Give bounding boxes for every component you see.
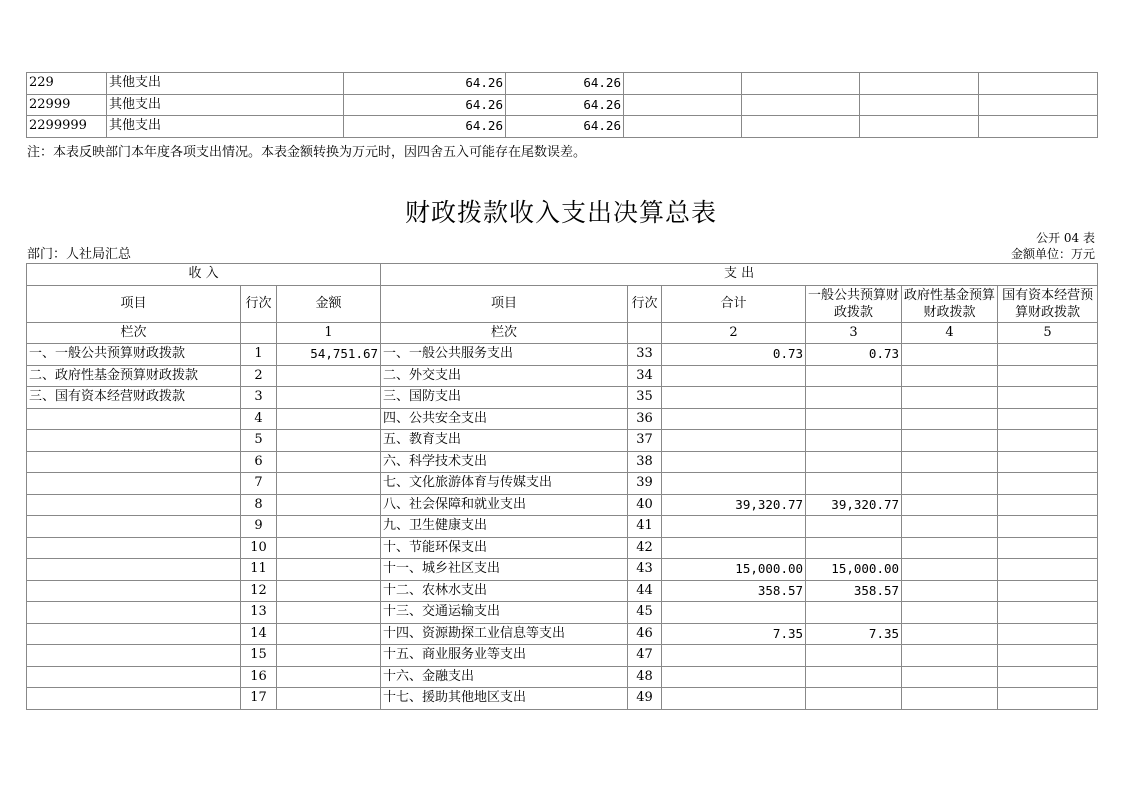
income-item: 三、国有资本经营财政拨款 [27, 387, 241, 409]
expense-row-no: 47 [628, 645, 662, 667]
general-budget-amount: 39,320.77 [806, 494, 902, 516]
general-budget-amount: 0.73 [806, 344, 902, 366]
col-index-1: 1 [277, 322, 381, 344]
expense-detail-table [26, 72, 1098, 138]
col-index-4: 4 [902, 322, 998, 344]
expense-row-no: 42 [628, 537, 662, 559]
subject-name: 其他支出 [107, 116, 344, 138]
income-item [27, 623, 241, 645]
income-amount-header: 金额 [277, 285, 381, 322]
expense-item-header: 项目 [381, 285, 628, 322]
table-row [27, 516, 1098, 538]
general-budget-amount [806, 408, 902, 430]
empty-cell [742, 94, 860, 116]
general-budget-amount: 7.35 [806, 623, 902, 645]
table-row [27, 73, 1098, 95]
income-amount [277, 408, 381, 430]
amount-cell: 64.26 [344, 116, 506, 138]
subject-name: 其他支出 [107, 94, 344, 116]
income-row-no: 7 [241, 473, 277, 495]
expense-row-no: 49 [628, 688, 662, 710]
income-amount [277, 666, 381, 688]
income-row-no: 14 [241, 623, 277, 645]
empty-cell [860, 116, 979, 138]
gov-fund-amount [902, 623, 998, 645]
income-row-no: 3 [241, 387, 277, 409]
state-capital-amount [998, 666, 1098, 688]
income-item [27, 537, 241, 559]
expense-row-no: 43 [628, 559, 662, 581]
subject-name: 其他支出 [107, 73, 344, 95]
empty-cell [860, 73, 979, 95]
gov-fund-amount [902, 580, 998, 602]
subject-code: 229 [27, 73, 107, 95]
expense-item: 十六、金融支出 [381, 666, 628, 688]
state-capital-amount [998, 559, 1098, 581]
income-item [27, 666, 241, 688]
expense-item: 十、节能环保支出 [381, 537, 628, 559]
general-budget-amount: 358.57 [806, 580, 902, 602]
total-amount [662, 688, 806, 710]
state-capital-header: 国有资本经营预算财政拨款 [998, 285, 1098, 322]
empty-cell [860, 94, 979, 116]
page-title: 财政拨款收入支出决算总表 [404, 198, 717, 227]
col-index-2: 2 [662, 322, 806, 344]
total-amount: 15,000.00 [662, 559, 806, 581]
table-row [27, 344, 1098, 366]
income-amount [277, 559, 381, 581]
total-amount [662, 451, 806, 473]
state-capital-amount [998, 688, 1098, 710]
total-amount [662, 408, 806, 430]
expense-item: 四、公共安全支出 [381, 408, 628, 430]
expense-row-no: 45 [628, 602, 662, 624]
expense-item: 十二、农林水支出 [381, 580, 628, 602]
general-budget-amount [806, 516, 902, 538]
income-amount [277, 494, 381, 516]
income-row-no: 6 [241, 451, 277, 473]
expense-row-no: 33 [628, 344, 662, 366]
table-row [27, 451, 1098, 473]
state-capital-amount [998, 645, 1098, 667]
expense-item: 十五、商业服务业等支出 [381, 645, 628, 667]
empty-cell [742, 73, 860, 95]
total-amount: 358.57 [662, 580, 806, 602]
income-amount [277, 473, 381, 495]
income-row-no: 11 [241, 559, 277, 581]
general-budget-header: 一般公共预算财政拨款 [806, 285, 902, 322]
total-amount: 0.73 [662, 344, 806, 366]
table-row [27, 494, 1098, 516]
expense-item: 九、卫生健康支出 [381, 516, 628, 538]
table-row [27, 94, 1098, 116]
income-amount [277, 430, 381, 452]
gov-fund-amount [902, 602, 998, 624]
income-item [27, 645, 241, 667]
gov-fund-amount [902, 559, 998, 581]
table-row [27, 116, 1098, 138]
expense-row-no: 35 [628, 387, 662, 409]
table-row [27, 602, 1098, 624]
expense-row-no: 44 [628, 580, 662, 602]
amount-cell: 64.26 [344, 94, 506, 116]
general-budget-amount [806, 387, 902, 409]
income-item [27, 516, 241, 538]
table-row [27, 430, 1098, 452]
empty-cell [979, 73, 1098, 95]
income-amount [277, 688, 381, 710]
expense-col-label: 栏次 [381, 322, 628, 344]
total-amount [662, 602, 806, 624]
expense-item: 八、社会保障和就业支出 [381, 494, 628, 516]
table-row [27, 473, 1098, 495]
income-amount [277, 387, 381, 409]
table-row [27, 666, 1098, 688]
income-row-no: 12 [241, 580, 277, 602]
amount-cell: 64.26 [344, 73, 506, 95]
general-budget-amount [806, 537, 902, 559]
income-row-no: 9 [241, 516, 277, 538]
expense-item: 六、科学技术支出 [381, 451, 628, 473]
income-row-no: 8 [241, 494, 277, 516]
state-capital-amount [998, 430, 1098, 452]
total-amount [662, 430, 806, 452]
gov-fund-amount [902, 516, 998, 538]
total-amount [662, 666, 806, 688]
income-row-no: 10 [241, 537, 277, 559]
table-row [27, 559, 1098, 581]
income-amount: 54,751.67 [277, 344, 381, 366]
income-row-no: 13 [241, 602, 277, 624]
general-budget-amount [806, 473, 902, 495]
income-header: 收 入 [27, 264, 381, 286]
general-budget-amount [806, 365, 902, 387]
income-amount [277, 602, 381, 624]
general-budget-amount [806, 666, 902, 688]
gov-fund-amount [902, 688, 998, 710]
income-item [27, 559, 241, 581]
empty-cell [628, 322, 662, 344]
expense-row-no: 37 [628, 430, 662, 452]
income-item [27, 494, 241, 516]
table-row [27, 688, 1098, 710]
income-item [27, 473, 241, 495]
state-capital-amount [998, 451, 1098, 473]
empty-cell [742, 116, 860, 138]
income-row-no: 1 [241, 344, 277, 366]
expense-item: 三、国防支出 [381, 387, 628, 409]
total-amount [662, 537, 806, 559]
gov-fund-amount [902, 451, 998, 473]
expense-row-no: 34 [628, 365, 662, 387]
amount-cell: 64.26 [506, 73, 624, 95]
empty-cell [624, 73, 742, 95]
gov-fund-amount [902, 494, 998, 516]
col-index-5: 5 [998, 322, 1098, 344]
income-item-header: 项目 [27, 285, 241, 322]
expense-row-no: 48 [628, 666, 662, 688]
expense-row-no: 39 [628, 473, 662, 495]
total-amount: 7.35 [662, 623, 806, 645]
state-capital-amount [998, 516, 1098, 538]
empty-cell [624, 116, 742, 138]
expense-item: 十三、交通运输支出 [381, 602, 628, 624]
expense-header: 支 出 [381, 264, 1098, 286]
general-budget-amount [806, 430, 902, 452]
income-amount [277, 516, 381, 538]
gov-fund-amount [902, 365, 998, 387]
expense-row-no: 41 [628, 516, 662, 538]
table-row [27, 623, 1098, 645]
expense-item: 五、教育支出 [381, 430, 628, 452]
expense-item: 二、外交支出 [381, 365, 628, 387]
gov-fund-header: 政府性基金预算财政拨款 [902, 285, 998, 322]
table-row [27, 645, 1098, 667]
state-capital-amount [998, 408, 1098, 430]
expense-item: 十七、援助其他地区支出 [381, 688, 628, 710]
table-row [27, 408, 1098, 430]
col-index-3: 3 [806, 322, 902, 344]
income-row-no: 5 [241, 430, 277, 452]
gov-fund-amount [902, 666, 998, 688]
empty-cell [979, 94, 1098, 116]
general-budget-amount [806, 602, 902, 624]
income-item [27, 430, 241, 452]
empty-cell [624, 94, 742, 116]
gov-fund-amount [902, 430, 998, 452]
subject-code: 22999 [27, 94, 107, 116]
total-amount: 39,320.77 [662, 494, 806, 516]
state-capital-amount [998, 580, 1098, 602]
total-amount [662, 387, 806, 409]
expense-item: 十一、城乡社区支出 [381, 559, 628, 581]
income-row-no-header: 行次 [241, 285, 277, 322]
income-item [27, 602, 241, 624]
income-row-no: 17 [241, 688, 277, 710]
department-label: 部门：人社局汇总 [27, 247, 132, 262]
state-capital-amount [998, 494, 1098, 516]
expense-row-no: 46 [628, 623, 662, 645]
income-amount [277, 580, 381, 602]
income-row-no: 16 [241, 666, 277, 688]
general-budget-amount [806, 451, 902, 473]
income-amount [277, 645, 381, 667]
general-budget-amount [806, 645, 902, 667]
state-capital-amount [998, 537, 1098, 559]
income-item [27, 451, 241, 473]
total-amount [662, 365, 806, 387]
income-item: 一、一般公共预算财政拨款 [27, 344, 241, 366]
table-row [27, 580, 1098, 602]
table-row [27, 387, 1098, 409]
gov-fund-amount [902, 408, 998, 430]
expense-row-no: 38 [628, 451, 662, 473]
income-row-no: 15 [241, 645, 277, 667]
gov-fund-amount [902, 344, 998, 366]
general-budget-amount [806, 688, 902, 710]
expense-item: 七、文化旅游体育与传媒支出 [381, 473, 628, 495]
expense-item: 十四、资源勘探工业信息等支出 [381, 623, 628, 645]
state-capital-amount [998, 387, 1098, 409]
income-item [27, 408, 241, 430]
income-row-no: 4 [241, 408, 277, 430]
total-amount [662, 645, 806, 667]
empty-cell [241, 322, 277, 344]
expense-row-no: 36 [628, 408, 662, 430]
form-number: 公开 04 表 [1036, 231, 1095, 245]
income-amount [277, 537, 381, 559]
state-capital-amount [998, 602, 1098, 624]
income-amount [277, 623, 381, 645]
expense-row-no-header: 行次 [628, 285, 662, 322]
amount-cell: 64.26 [506, 94, 624, 116]
income-col-label: 栏次 [27, 322, 241, 344]
fiscal-summary-table [26, 263, 1098, 710]
gov-fund-amount [902, 387, 998, 409]
amount-cell: 64.26 [506, 116, 624, 138]
subject-code: 2299999 [27, 116, 107, 138]
income-item [27, 688, 241, 710]
income-item [27, 580, 241, 602]
gov-fund-amount [902, 645, 998, 667]
total-header: 合计 [662, 285, 806, 322]
empty-cell [979, 116, 1098, 138]
general-budget-amount: 15,000.00 [806, 559, 902, 581]
state-capital-amount [998, 365, 1098, 387]
income-amount [277, 365, 381, 387]
income-row-no: 2 [241, 365, 277, 387]
amount-unit-label: 金额单位：万元 [1010, 247, 1095, 261]
table-row [27, 365, 1098, 387]
expense-item: 一、一般公共服务支出 [381, 344, 628, 366]
total-amount [662, 473, 806, 495]
expense-row-no: 40 [628, 494, 662, 516]
total-amount [662, 516, 806, 538]
table-note: 注：本表反映部门本年度各项支出情况。本表金额转换为万元时，因四舍五入可能存在尾数误差。 [27, 145, 587, 160]
income-item: 二、政府性基金预算财政拨款 [27, 365, 241, 387]
gov-fund-amount [902, 473, 998, 495]
state-capital-amount [998, 623, 1098, 645]
state-capital-amount [998, 344, 1098, 366]
table-row [27, 537, 1098, 559]
gov-fund-amount [902, 537, 998, 559]
income-amount [277, 451, 381, 473]
state-capital-amount [998, 473, 1098, 495]
